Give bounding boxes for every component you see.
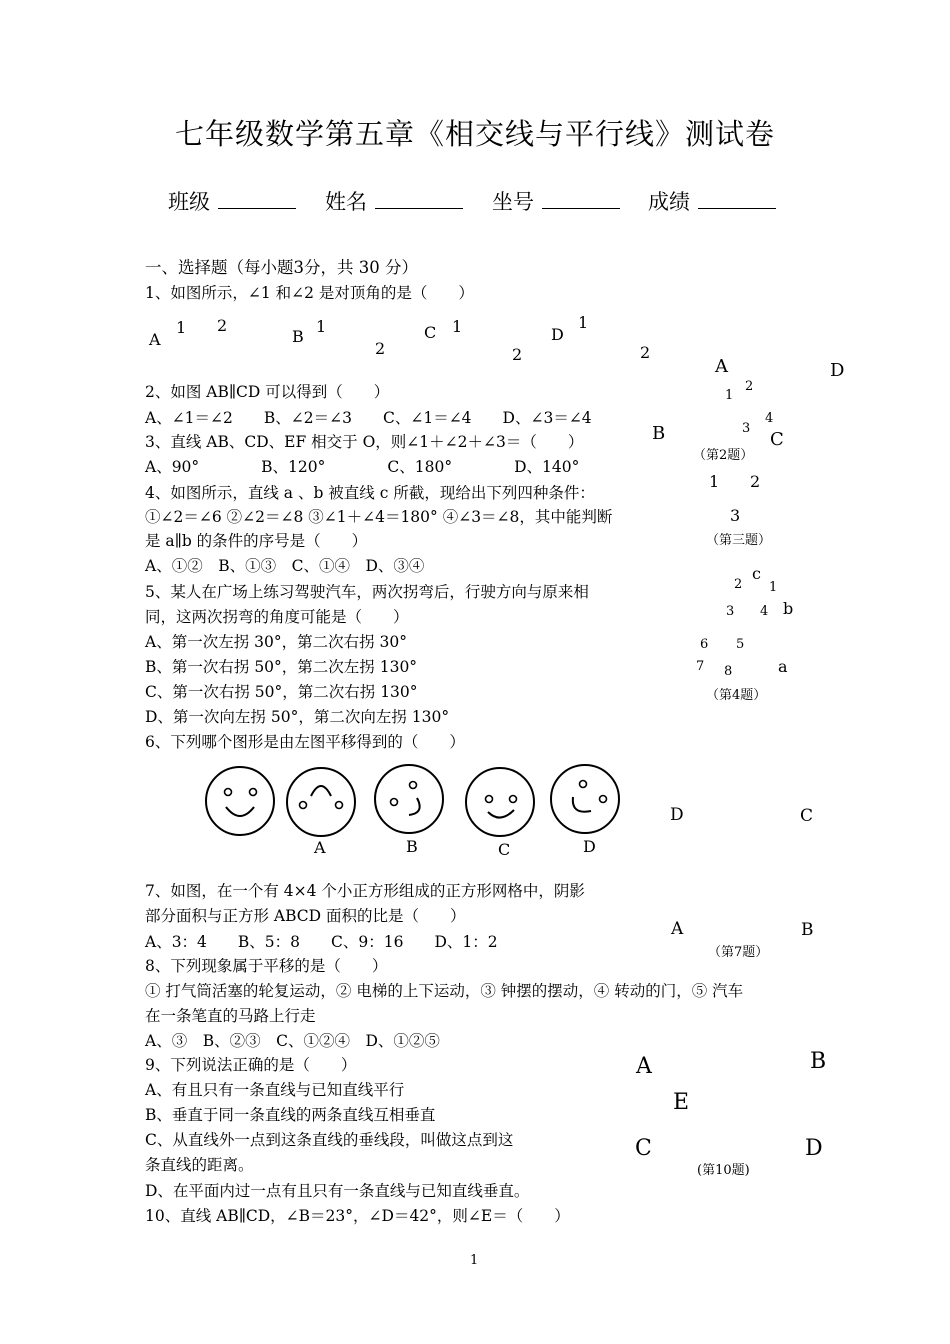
question-5-option-a: A、第一次左拐 30°，第二次右拐 30° <box>145 633 407 651</box>
q6-option-c: C <box>498 840 511 859</box>
fig2-label-a: A <box>715 356 728 377</box>
question-8-options: A、③ B、②③ C、①②④ D、①②⑤ <box>145 1032 440 1050</box>
fig4-angle: 8 <box>724 664 733 679</box>
fig10-label-b: B <box>810 1049 827 1074</box>
fig4-angle: 4 <box>760 604 769 619</box>
question-7-options: A、3：4 B、5：8 C、9：16 D、1：2 <box>145 933 498 951</box>
header-field-seat: 坐号 <box>492 186 620 216</box>
header-field-class: 班级 <box>168 186 296 216</box>
fig4-angle: 7 <box>696 659 705 674</box>
fig2-angle: 2 <box>745 379 754 394</box>
fig3-angle: 1 <box>709 472 720 491</box>
q1-label: 1 <box>316 317 327 336</box>
score-blank[interactable] <box>698 188 776 209</box>
question-4: 4、如图所示，直线 a 、b 被直线 c 所截，现给出下列四种条件： <box>145 484 595 502</box>
q6-face-a[interactable] <box>285 766 357 838</box>
name-blank[interactable] <box>375 188 463 209</box>
question-6: 6、下列哪个图形是由左图平移得到的（ ） <box>145 733 465 751</box>
q6-face-d[interactable] <box>549 763 621 835</box>
header-field-name: 姓名 <box>325 186 463 216</box>
header-field-score: 成绩 <box>648 186 776 216</box>
question-9: 9、下列说法正确的是（ ） <box>145 1056 357 1074</box>
question-4-prompt: 是 a∥b 的条件的序号是（ ） <box>145 532 368 550</box>
q6-option-d: D <box>583 837 596 856</box>
fig3-angle: 3 <box>730 506 741 525</box>
fig4-angle: 1 <box>769 580 778 595</box>
fig2-label-d: D <box>830 360 845 381</box>
question-2-options: A、∠1＝∠2 B、∠2＝∠3 C、∠1＝∠4 D、∠3＝∠4 <box>145 409 592 427</box>
q6-face-c[interactable] <box>464 766 536 838</box>
question-9-option-c: C、从直线外一点到这条直线的垂线段，叫做这点到这 <box>145 1131 514 1149</box>
question-4-conditions: ①∠2＝∠6 ②∠2＝∠8 ③∠1＋∠4＝180° ④∠3＝∠8，其中能判断 <box>145 508 613 526</box>
fig4-angle: 6 <box>700 637 709 652</box>
fig4-angle: 2 <box>734 577 743 592</box>
q6-option-b: B <box>406 837 418 856</box>
fig7-label-b: B <box>801 920 814 940</box>
fig10-label-c: C <box>635 1136 652 1161</box>
question-9-option-d: D、在平面内过一点有且只有一条直线与已知直线垂直。 <box>145 1182 530 1200</box>
page-number: 1 <box>470 1253 479 1268</box>
question-8-items: ① 打气筒活塞的轮复运动，② 电梯的上下运动，③ 钟摆的摆动，④ 转动的门，⑤ 汽车 <box>145 982 744 1000</box>
fig3-caption: （第三题） <box>706 533 772 548</box>
fig4-label-c: c <box>752 564 761 583</box>
question-5-cont: 同，这两次拐弯的角度可能是（ ） <box>145 608 409 626</box>
fig10-label-e: E <box>673 1090 690 1115</box>
fig4-caption: （第4题） <box>706 688 767 703</box>
fig7-label-d: D <box>670 805 684 825</box>
fig10-caption: (第10题) <box>697 1163 750 1178</box>
question-3: 3、直线 AB、CD、EF 相交于 O，则∠1＋∠2＋∠3＝（ ） <box>145 433 584 451</box>
fig10-label-a: A <box>636 1054 652 1079</box>
question-9-option-c-cont: 条直线的距离。 <box>145 1156 254 1174</box>
class-blank[interactable] <box>218 188 296 209</box>
question-8-items-cont: 在一条笔直的马路上行走 <box>145 1007 316 1025</box>
question-7-cont: 部分面积与正方形 ABCD 面积的比是（ ） <box>145 907 466 925</box>
seat-blank[interactable] <box>542 188 620 209</box>
fig7-caption: （第7题） <box>708 945 769 960</box>
question-9-option-a: A、有且只有一条直线与已知直线平行 <box>145 1081 405 1099</box>
fig2-angle: 3 <box>742 421 751 436</box>
q6-option-a: A <box>314 838 326 857</box>
q1-option-b: B <box>292 327 304 346</box>
page-title: 七年级数学第五章《相交线与平行线》测试卷 <box>174 117 775 151</box>
question-1: 1、如图所示，∠1 和∠2 是对顶角的是（ ） <box>145 284 474 302</box>
fig4-angle: 3 <box>726 604 735 619</box>
question-10: 10、直线 AB∥CD，∠B＝23°，∠D＝42°，则∠E＝（ ） <box>145 1207 570 1225</box>
question-7: 7、如图，在一个有 4×4 个小正方形组成的正方形网格中，阴影 <box>145 882 585 900</box>
q1-label: 1 <box>176 318 187 337</box>
question-3-options: A、90° B、120° C、180° D、140° <box>145 458 580 476</box>
q1-option-c: C <box>424 323 437 342</box>
q1-label: 2 <box>217 316 228 335</box>
q1-option-d: D <box>551 325 564 344</box>
fig2-angle: 4 <box>765 411 774 426</box>
q1-label: 1 <box>452 317 463 336</box>
fig4-label-a: a <box>778 657 788 676</box>
q6-original-face <box>204 765 276 837</box>
fig2-angle: 1 <box>725 388 734 403</box>
question-5-option-d: D、第一次向左拐 50°，第二次向左拐 130° <box>145 708 450 726</box>
q1-label: 1 <box>578 313 589 332</box>
fig3-angle: 2 <box>750 472 761 491</box>
fig4-angle: 5 <box>736 637 745 652</box>
question-4-options: A、①② B、①③ C、①④ D、③④ <box>145 557 425 575</box>
fig2-label-c: C <box>770 429 784 450</box>
question-5-option-b: B、第一次右拐 50°，第二次左拐 130° <box>145 658 418 676</box>
fig7-label-c: C <box>800 806 814 826</box>
section-heading: 一、选择题（每小题3分，共 30 分） <box>145 258 418 277</box>
fig2-label-b: B <box>652 423 666 444</box>
q1-label: 2 <box>640 343 651 362</box>
q1-label: 2 <box>512 345 523 364</box>
q6-face-b[interactable] <box>373 763 445 835</box>
fig2-caption: （第2题） <box>693 448 754 463</box>
question-2: 2、如图 AB∥CD 可以得到（ ） <box>145 383 390 401</box>
q1-label: 2 <box>375 339 386 358</box>
question-5: 5、某人在广场上练习驾驶汽车，两次拐弯后，行驶方向与原来相 <box>145 583 589 601</box>
q1-option-a: A <box>149 330 161 349</box>
fig4-label-b: b <box>783 599 794 618</box>
fig7-label-a: A <box>671 919 684 939</box>
question-8: 8、下列现象属于平移的是（ ） <box>145 957 388 975</box>
question-5-option-c: C、第一次右拐 50°，第二次右拐 130° <box>145 683 418 701</box>
fig10-label-d: D <box>805 1136 823 1161</box>
question-9-option-b: B、垂直于同一条直线的两条直线互相垂直 <box>145 1106 436 1124</box>
